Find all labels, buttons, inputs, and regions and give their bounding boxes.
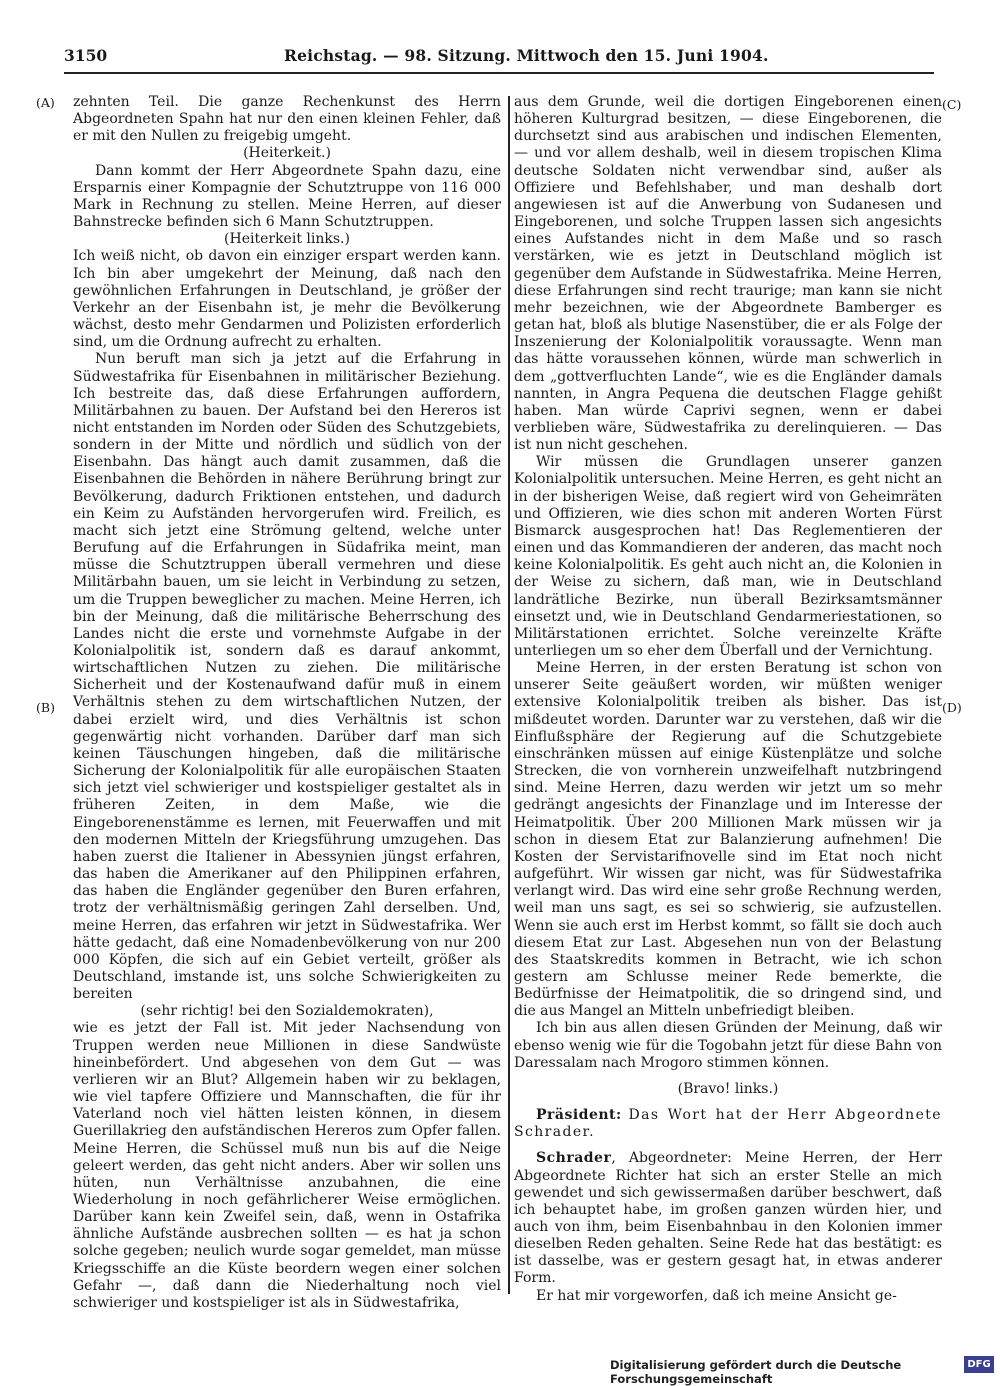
running-header [64, 46, 934, 70]
interjection: (Heiterkeit links.) [224, 231, 350, 248]
president-text: Das Wort hat der Herr Abgeordnete Schrader. [514, 1107, 942, 1141]
speech-text: , Abgeordneter: Meine Herren, der Herr Abgeordnete Richter hat sich an erster Stelle an mich gewendet und sich gewissermaßen darüber beschwert, daß ich behauptet habe, im großen ganzen würden hier, und auch von ihm, beim Eisenbahnbau in den Kolonien immer dieselben Reden gehalten. Seine Rede hat das bestätigt: es ist dasselbe, was er gestern gesagt hat, in etwas anderer Form. [514, 1150, 942, 1287]
dfg-logo: DFG [964, 1356, 994, 1373]
right-column [514, 94, 942, 1305]
digitization-credit: Digitalisierung gefördert durch die Deutsche Forschungsgemeinschaft [610, 1358, 902, 1386]
speech-schrader [514, 1150, 942, 1287]
paragraph: Nun beruft man sich ja jetzt auf die Erfahrung in Südwestafrika für Eisenbahnen in militärischer Beziehung. Ich bestreite das, daß diese Erfahrungen auffordern, Militärbahnen zu bauen. Der Aufstand bei den Hereros ist nicht entstanden im Norden oder Süden des Schutzgebiets, sondern in der Mitte und nördlich und südlich von der Eisenbahn. Das hängt auch damit zusammen, daß die Eisenbahnen die Behörden in nähere Berührung bringt zur Bevölkerung, dadurch Friktionen entstehen, und dadurch ein Keim zu Aufständen hervorgerufen wird. Freilich, es macht sich jetzt eine Strömung geltend, welche unter Berufung auf die Erfahrungen in Südafrika meint, man müsse die Schutztruppen überall vermehren und diese Militärbahn bauen, um sie leicht in Verbindung zu setzen, um die Truppen beweglicher zu machen. Meine Herren, ich bin der Meinung, daß die militärische Beherrschung des Landes nicht die erste und vornehmste Aufgabe in der Kolonialpolitik ist, sondern daß es darauf ankommt, wirtschaftlichen Nutzen zu ziehen. Die militärische Sicherheit und der Kostenaufwand dafür muß in einem Verhältnis stehen zu dem wirtschaftlichen Nutzen, der dabei erzielt wird, und dies Verhältnis ist schon gegenwärtig nicht vorhanden. Darüber darf man sich keinen Täuschungen hingeben, daß die militärische Sicherung der Kolonialpolitik für alle europäischen Staaten sich jetzt viel schwieriger und kostspieliger gestaltet als in früheren Zeiten, in dem Maße, wie die Eingeborenenstämme es lernen, mit Feuerwaffen und mit den modernen Mitteln der Kriegsführung umzugehen. Das haben zuerst die Italiener in Abessynien jüngst erfahren, das haben die Amerikaner auf den Philippinen erfahren, das haben die Engländer gegenüber den Buren erfahren, trotz der verhältnismäßig geringen Zahl derselben. Und, meine Herren, das erfahren wir jetzt in Südwestafrika. Wer hätte gedacht, daß eine Nomadenbevölkerung von nur 200 000 Köpfen, die sich auf ein Gebiet verteilt, größer als Deutschland, imstande ist, uns solche Schwierigkeiten zu bereiten [73, 351, 501, 1003]
paragraph: Dann kommt der Herr Abgeordnete Spahn dazu, eine Ersparnis einer Kompagnie der Schutztruppe von 116 000 Mark in Rechnung zu stellen. Meine Herren, auf dieser Bahnstrecke befinden sich 6 Mann Schutztruppen. [73, 162, 501, 231]
margin-mark-c: (C) [942, 97, 962, 112]
margin-mark-a: (A) [36, 95, 55, 110]
margin-mark-b: (B) [36, 700, 55, 715]
president-statement [514, 1107, 942, 1141]
speaker-president: Präsident: [536, 1107, 622, 1124]
paragraph: Er hat mir vorgeworfen, daß ich meine Ansicht ge- [536, 1287, 897, 1304]
interjection: (sehr richtig! bei den Sozialdemokraten), [140, 1003, 434, 1020]
paragraph: wie es jetzt der Fall ist. Mit jeder Nachsendung von Truppen werden neue Millionen in diese Sandwüste hineinbefördert. Und abgesehen von dem Gut — was verlieren wir an Blut? Allgemein haben wir zu beklagen, wie viel tapfere Offiziere und Mannschaften, die für ihr Vaterland noch viel hätten leisten können, in diesem Guerillakrieg den aufständischen Hereros zum Opfer fallen. Meine Herren, die Schüssel muß nun bis auf die Neige geleert werden, das geht nicht anders. Aber wir sollen uns hüten, nun Verhältnisse anzubahnen, die eine Wiederholung in noch gefährlicherer Weise ermöglichen. Darüber kann kein Zweifel sein, daß, wenn in Ostafrika ähnliche Aufstände ausbrechen sollten — es hat ja schon solche gegeben; neulich wurde sogar gemeldet, man müsse Kriegsschiffe an die Küste beordern wegen einer solchen Gefahr —, daß dann die Niederhaltung noch viel schwieriger und kostspieliger ist als in Südwestafrika, [73, 1020, 501, 1311]
left-column [73, 94, 501, 1312]
column-rule [508, 96, 510, 1294]
speaker-schrader: Schrader [536, 1150, 612, 1167]
paragraph: Ich bin aus allen diesen Gründen der Meinung, daß wir ebenso wenig wie für die Togobahn jetzt für diese Bahn von Daressalam nach Mrogoro stimmen können. [514, 1020, 942, 1071]
paragraph: Meine Herren, in der ersten Beratung ist schon von unserer Seite geäußert worden, wir müßten weniger extensive Kolonialpolitik treiben als bisher. Das ist mißdeutet worden. Darunter war zu verstehen, daß wir die Einflußsphäre der Regierung auf die Schutzgebiete einschränken müssen auf einige Küstenplätze und solche Strecken, die von vornherein unzweifelhaft nutzbringend sind. Meine Herren, dazu werden wir jetzt um so mehr gedrängt angesichts der Finanzlage und im Interesse der Heimatpolitik. Über 200 Millionen Mark müssen wir ja schon in diesem Etat zur Balanzierung aufnehmen! Die Kosten der Servistarifnovelle sind im Etat noch nicht aufgeführt. Wir wissen gar nicht, was für Südwestafrika verlangt wird. Das wird eine sehr große Rechnung werden, weil man uns sagt, es sei so schwierig, sie aufzustellen. Wenn sie auch erst im Herbst kommt, so fällt sie doch auch diesem Etat zur Last. Abgesehen nun von der Belastung des Staatskredits kommen in Betracht, wie ich schon gestern am Schlusse meiner Rede bemerkte, die Bedürfnisse der Heimatpolitik, die so dringend sind, und die aus Mangel an Mitteln unbefriedigt bleiben. [514, 660, 942, 1020]
paragraph: Ich weiß nicht, ob davon ein einziger erspart werden kann. Ich bin aber umgekehrt der Meinung, daß nach den gewöhnlichen Erfahrungen in Deutschland, je größer der Verkehr an der Eisenbahn ist, je mehr die Bevölkerung wächst, desto mehr Gendarmen und Polizisten erforderlich sind, um die Ordnung aufrecht zu erhalten. [73, 248, 501, 351]
margin-mark-d: (D) [942, 700, 962, 715]
paragraph: Wir müssen die Grundlagen unserer ganzen Kolonialpolitik untersuchen. Meine Herren, es geht nicht an in der bisherigen Weise, daß regiert wird von Geheimräten und Offizieren, wie dies schon mit anderen Worten Fürst Bismarck ausgesprochen hat! Das Reglementieren der einen und das Kommandieren der anderen, das macht noch keine Kolonialpolitik. Es geht auch nicht an, die Kolonien in der Weise zu sichern, daß man, wie in Deutschland landrätliche Bezirke, nun überall Bezirksamtsmänner einsetzt und, wie in Deutschland Gendarmeriestationen, so Militärstationen errichtet. Solche vereinzelte Kräfte unterliegen um so eher dem Überfall und der Vernichtung. [514, 454, 942, 659]
header-rule [64, 72, 934, 74]
paragraph: zehnten Teil. Die ganze Rechenkunst des Herrn Abgeordneten Spahn hat nur den einen kleinen Fehler, daß er mit den Nullen zu freigebig umgeht. [73, 94, 501, 145]
interjection: (Bravo! links.) [677, 1080, 779, 1097]
page-number: 3150 [64, 46, 108, 65]
running-title: Reichstag. — 98. Sitzung. Mittwoch den 15. Juni 1904. [284, 46, 769, 65]
paragraph: aus dem Grunde, weil die dortigen Eingeborenen einen höheren Kulturgrad besitzen, — diese Eingeborenen, die durchsetzt sind aus arabischen und indischen Elementen, — und vor allem deshalb, weil in diesem tropischen Klima deutsche Soldaten nicht verwendbar sind, außer als Offiziere und Befehlshaber, und man deshalb dort angewiesen ist auf die Anwerbung von Sudanesen und Eingeborenen, und solche Truppen lassen sich angesichts eines Aufstandes nicht in dem Maße und so rasch verstärken, wie es jetzt in Deutschland möglich ist gegenüber dem Aufstande in Südwestafrika. Meine Herren, diese Erfahrungen sind recht traurige; man kann sie nicht mehr bezeichnen, wie der Abgeordnete Bamberger es getan hat, bloß als blutige Nasenstüber, die er als Folge der Inszenierung der Kolonialpolitik voraussagte. Wenn man das hätte voraussehen können, würde man schwerlich in dem „gottverfluchten Lande“, wie es die Engländer damals nannten, in Angra Pequena die deutschen Flagge gehißt haben. Man würde Caprivi segnen, wenn er dabei verblieben wäre, Südwestafrika zu derelinquieren. — Das ist nun nicht geschehen. [514, 94, 942, 454]
interjection: (Heiterkeit.) [243, 145, 331, 162]
